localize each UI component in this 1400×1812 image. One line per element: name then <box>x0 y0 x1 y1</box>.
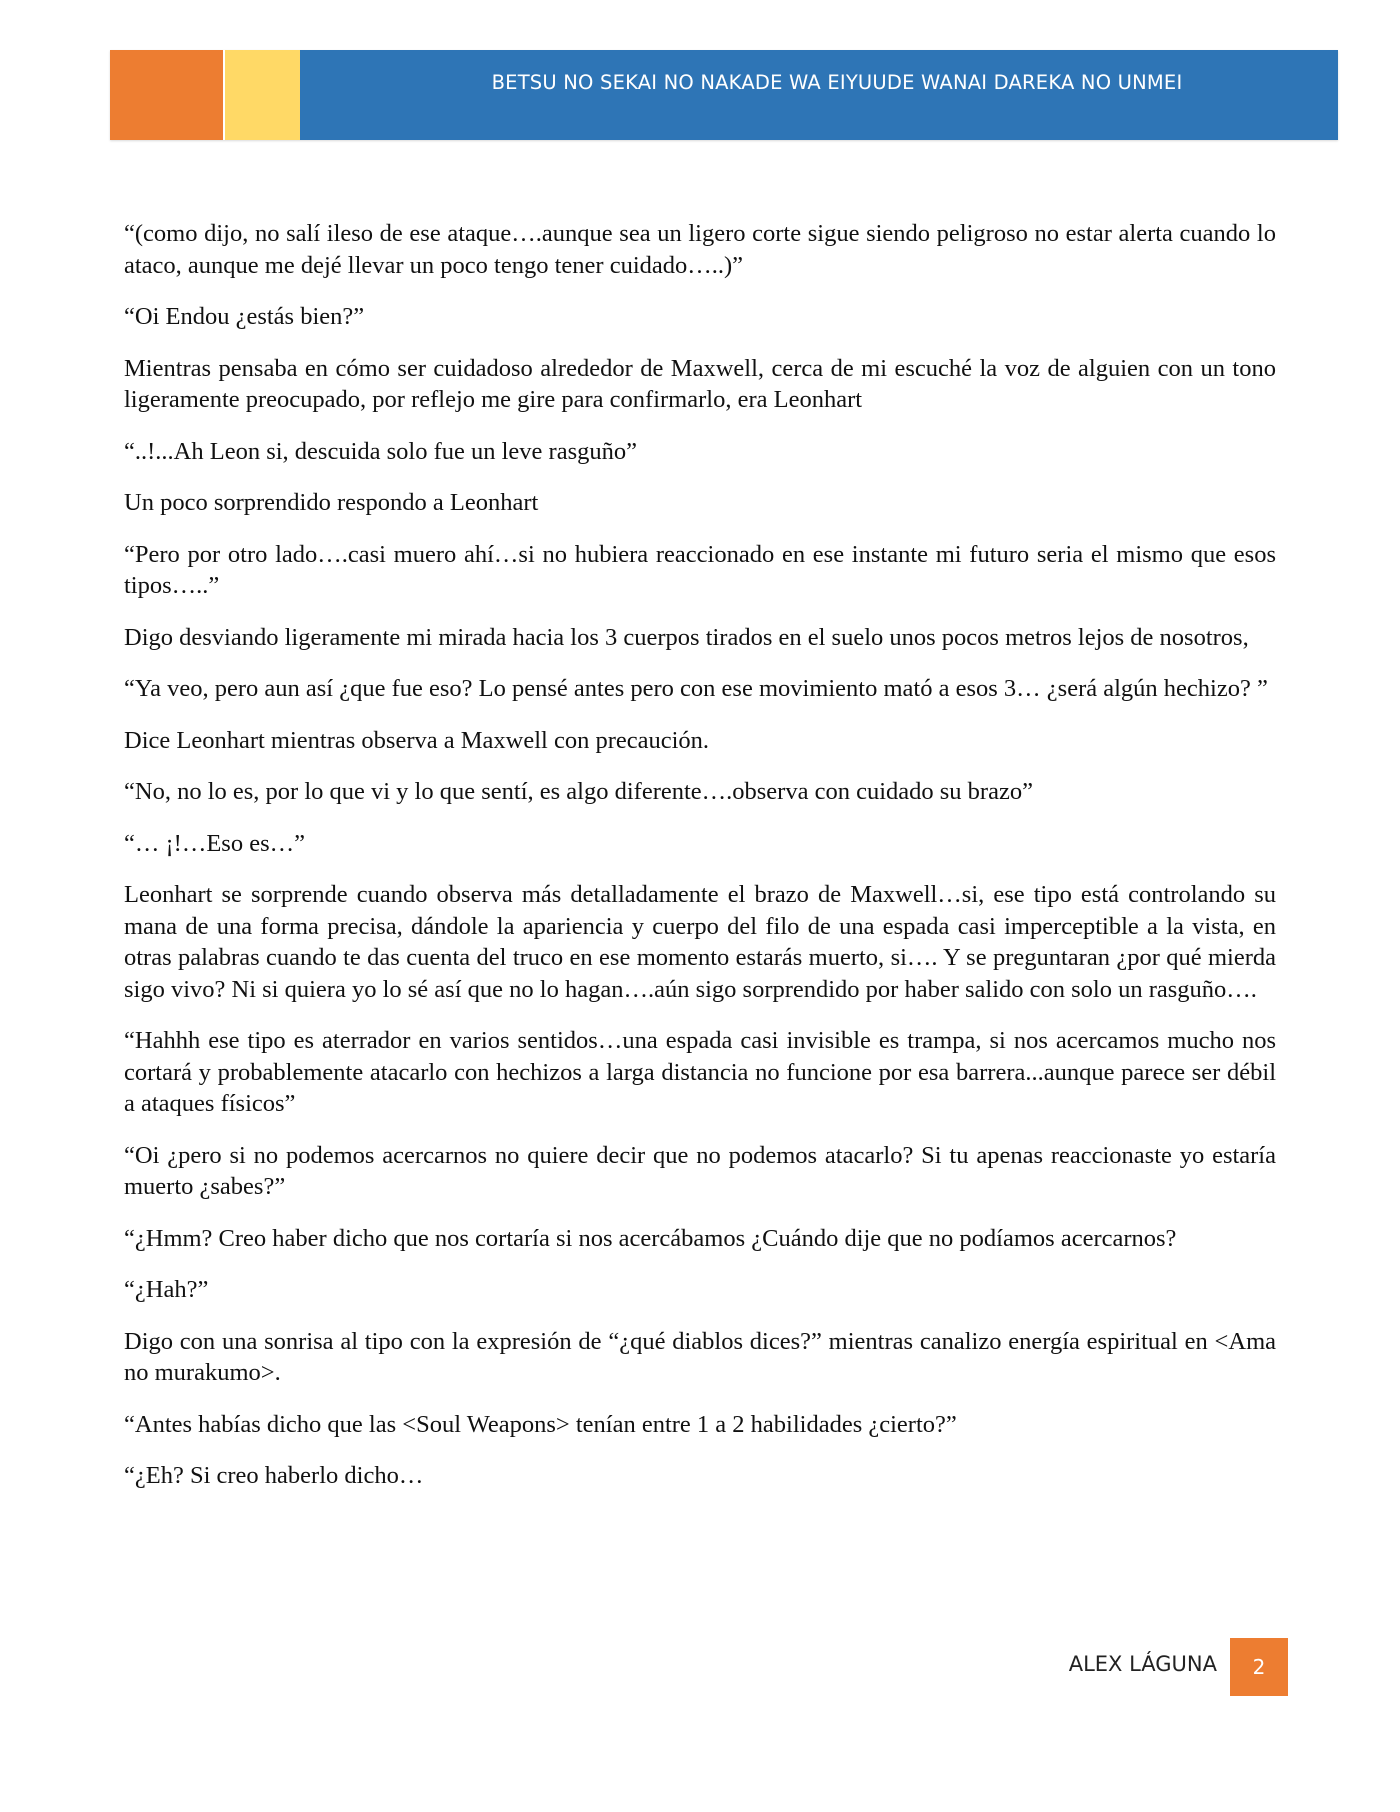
paragraph: “Antes habías dicho que las <Soul Weapons> tenían entre 1 a 2 habilidades ¿cierto?” <box>124 1410 957 1438</box>
paragraph: “¿Hmm? Creo haber dicho que nos cortaría si nos acercábamos ¿Cuándo dije que no podíamos acercarnos? <box>124 1224 1177 1252</box>
paragraph: Digo con una sonrisa al tipo con la expresión de “¿qué diablos dices?” mientras canalizo energía espiritual en <Ama no murakumo>. <box>124 1327 1276 1386</box>
paragraph: “Oi ¿pero si no podemos acercarnos no quiere decir que no podemos atacarlo? Si tu apenas reaccionaste yo estaría muerto ¿sabes?” <box>124 1141 1276 1200</box>
header-title-bar <box>300 50 1338 140</box>
paragraph: “(como dijo, no salí ileso de ese ataque….aunque sea un ligero corte sigue siendo peligroso no estar alerta cuando lo ataco, aunque me dejé llevar un poco tengo tener cuidado…..)” <box>124 220 1276 279</box>
paragraph: Un poco sorprendido respondo a Leonhart <box>124 489 539 516</box>
paragraph: “… ¡!…Eso es…” <box>124 829 305 857</box>
paragraph: “Ya veo, pero aun así ¿que fue eso? Lo pensé antes pero con ese movimiento mató a esos 3… ¿será algún hechizo? ” <box>124 675 1268 702</box>
paragraph: “Hahhh ese tipo es aterrador en varios sentidos…una espada casi invisible es trampa, si nos acercamos mucho nos cortará y probablemente atacarlo con hechizos a larga distancia no funcione por esa barrera...aunque parece ser débil a ataques físicos” <box>124 1027 1276 1117</box>
paragraph: Dice Leonhart mientras observa a Maxwell con precaución. <box>124 726 710 754</box>
paragraph: Digo desviando ligeramente mi mirada hacia los 3 cuerpos tirados en el suelo unos pocos metros lejos de nosotros, <box>124 623 1249 651</box>
page-body <box>124 218 1276 1512</box>
page-number-badge: 2 <box>1230 1638 1288 1696</box>
paragraph: “Oi Endou ¿estás bien?” <box>124 303 365 330</box>
header-orange-block <box>110 50 223 140</box>
paragraph: Mientras pensaba en cómo ser cuidadoso alrededor de Maxwell, cerca de mi escuché la voz de alguien con un tono ligeramente preocupado, por reflejo me gire para confirmarlo, era Leonhart <box>124 354 1276 413</box>
header-title: BETSU NO SEKAI NO NAKADE WA EIYUUDE WANAI DAREKA NO UNMEI <box>491 71 1183 94</box>
page-header <box>110 50 1338 140</box>
paragraph: “¿Eh? Si creo haberlo dicho… <box>124 1462 424 1489</box>
header-yellow-block <box>225 50 300 140</box>
footer-author: ALEX LÁGUNA <box>1068 1652 1217 1676</box>
paragraph: “No, no lo es, por lo que vi y lo que sentí, es algo diferente….observa con cuidado su brazo” <box>124 778 1033 805</box>
paragraph: “¿Hah?” <box>124 1276 209 1303</box>
paragraph: “Pero por otro lado….casi muero ahí…si no hubiera reaccionado en ese instante mi futuro seria el mismo que esos tipos…..” <box>124 540 1276 599</box>
paragraph: Leonhart se sorprende cuando observa más detalladamente el brazo de Maxwell…si, ese tipo está controlando su mana de una forma precisa, dándole la apariencia y cuerpo del filo de una espada casi imperceptible a la vista, en otras palabras cuando te das cuenta del truco en ese momento estarás muerto, si…. Y se preguntaran ¿por qué mierda sigo vivo? Ni si quiera yo lo sé así que no lo hagan….aún sigo sorprendido por haber salido con solo un rasguño…. <box>124 881 1276 1003</box>
paragraph: “..!...Ah Leon si, descuida solo fue un leve rasguño” <box>124 437 637 465</box>
